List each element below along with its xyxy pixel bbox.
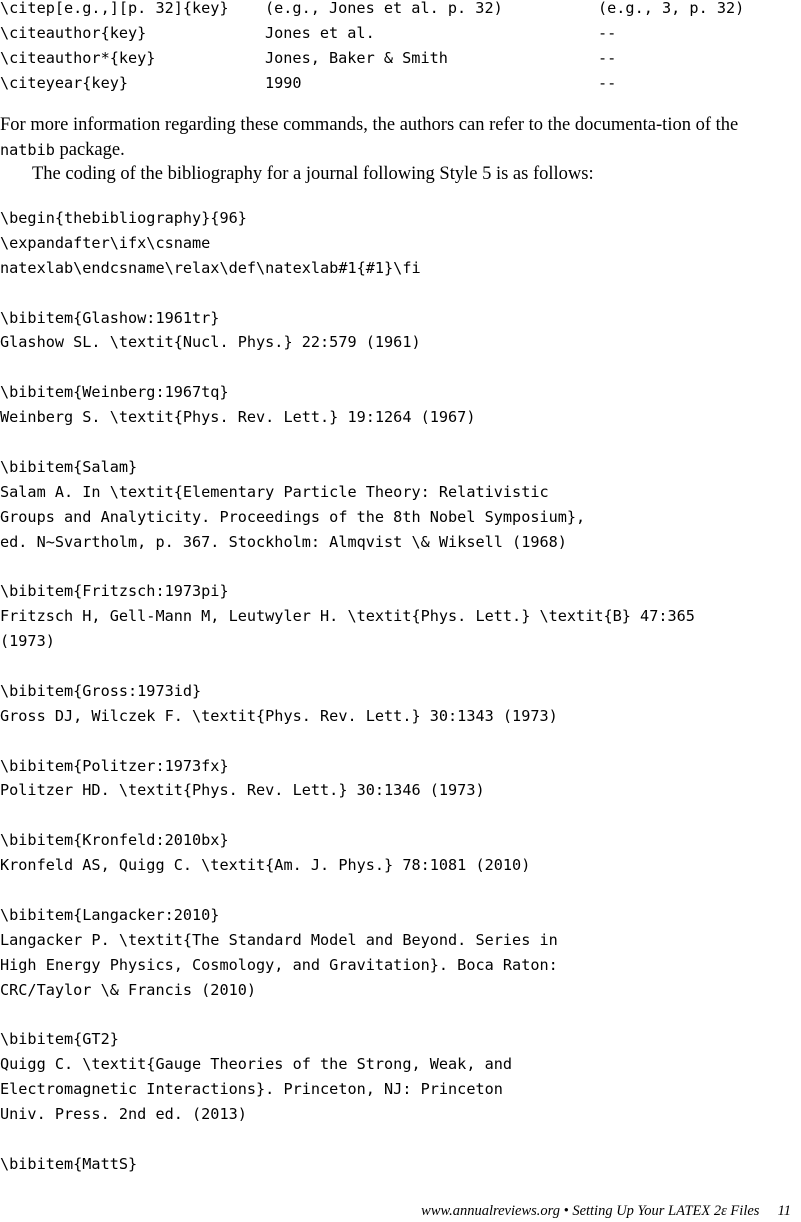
code-line: \bibitem{Glashow:1961tr} (0, 308, 220, 327)
command-row (0, 21, 801, 46)
code-line: High Energy Physics, Cosmology, and Gravitation}. Boca Raton: (0, 955, 558, 974)
code-line: \bibitem{MattS} (0, 1154, 138, 1173)
bibliography-code-listing (0, 206, 801, 1202)
command-row (0, 0, 801, 21)
code-line: \bibitem{Weinberg:1967tq} (0, 383, 229, 402)
code-line: Langacker P. \textit{The Standard Model and Beyond. Series in (0, 930, 558, 949)
code-line: Gross DJ, Wilczek F. \textit{Phys. Rev. Lett.} 30:1343 (1973) (0, 706, 558, 725)
code-block (0, 1027, 801, 1127)
code-block (0, 1152, 801, 1177)
prose-section (0, 113, 760, 187)
code-line: \bibitem{GT2} (0, 1030, 119, 1049)
code-block (0, 579, 801, 654)
code-block (0, 903, 801, 1003)
code-block (0, 828, 801, 878)
citation-commands-table (0, 0, 801, 96)
author-year-cell: Jones, Baker & Smith (265, 48, 448, 67)
paragraph-bibliography-intro: The coding of the bibliography for a journal following Style 5 is as follows: (32, 164, 594, 185)
code-block (0, 380, 801, 430)
paragraph-text: For more information regarding these commands, the authors can refer to the documenta-tion of the (0, 115, 739, 135)
page-footer (0, 1203, 801, 1220)
author-year-cell: Jones et al. (265, 23, 375, 42)
code-line: Groups and Analyticity. Proceedings of the 8th Nobel Symposium}, (0, 507, 586, 526)
numerical-cell: (e.g., 3, p. 32) (598, 0, 745, 17)
command-row (0, 71, 801, 96)
code-line: CRC/Taylor \& Francis (2010) (0, 980, 257, 999)
command-cell: \citeauthor*{key} (0, 48, 156, 67)
code-block (0, 206, 801, 281)
command-cell: \citeyear{key} (0, 73, 129, 92)
code-block (0, 306, 801, 356)
package-name: natbib (0, 140, 55, 159)
command-row (0, 46, 801, 71)
code-block (0, 455, 801, 555)
code-line: Electromagnetic Interactions}. Princeton, NJ: Princeton (0, 1080, 503, 1099)
code-block (0, 679, 801, 729)
numerical-cell: -- (598, 23, 617, 42)
code-line: Kronfeld AS, Quigg C. \textit{Am. J. Phys.} 78:1081 (2010) (0, 856, 531, 875)
code-line: \bibitem{Langacker:2010} (0, 905, 220, 924)
code-line: Univ. Press. 2nd ed. (2013) (0, 1105, 247, 1124)
code-line: \begin{thebibliography}{96} (0, 209, 247, 227)
numerical-cell: -- (598, 73, 617, 92)
code-block (0, 754, 801, 804)
code-line: Weinberg S. \textit{Phys. Rev. Lett.} 19:1264 (1967) (0, 408, 476, 427)
code-line: \bibitem{Salam} (0, 457, 138, 476)
code-line: (1973) (0, 632, 55, 651)
command-cell: \citeauthor{key} (0, 23, 147, 42)
footer-doc-title: Setting Up Your LATEX 2ε Files (572, 1203, 760, 1219)
author-year-cell: 1990 (265, 73, 302, 92)
footer-page-number: 11 (777, 1203, 791, 1219)
code-line: Politzer HD. \textit{Phys. Rev. Lett.} 30:1346 (1973) (0, 781, 485, 800)
code-line: Quigg C. \textit{Gauge Theories of the Strong, Weak, and (0, 1055, 513, 1074)
code-line: \bibitem{Politzer:1973fx} (0, 756, 229, 775)
paragraph-natbib-reference (0, 113, 760, 162)
code-line: \bibitem{Gross:1973id} (0, 681, 202, 700)
command-cell: \citep[e.g.,][p. 32]{key} (0, 0, 229, 17)
code-line: \bibitem{Fritzsch:1973pi} (0, 582, 229, 601)
code-line: Salam A. In \textit{Elementary Particle Theory: Relativistic (0, 482, 549, 501)
author-year-cell: (e.g., Jones et al. p. 32) (265, 0, 503, 17)
code-line: ed. N~Svartholm, p. 367. Stockholm: Almqvist \& Wiksell (1968) (0, 532, 567, 551)
code-line: \expandafter\ifx\csname (0, 233, 211, 252)
code-line: natexlab\endcsname\relax\def\natexlab#1{#1}\fi (0, 258, 421, 277)
footer-site: www.annualreviews.org (421, 1203, 560, 1219)
code-line: Glashow SL. \textit{Nucl. Phys.} 22:579 (1961) (0, 333, 421, 352)
footer-separator: • (559, 1203, 573, 1219)
code-line: Fritzsch H, Gell-Mann M, Leutwyler H. \textit{Phys. Lett.} \textit{B} 47:365 (0, 607, 695, 626)
paragraph-text-end: package. (54, 139, 125, 160)
numerical-cell: -- (598, 48, 617, 67)
code-line: \bibitem{Kronfeld:2010bx} (0, 831, 229, 850)
